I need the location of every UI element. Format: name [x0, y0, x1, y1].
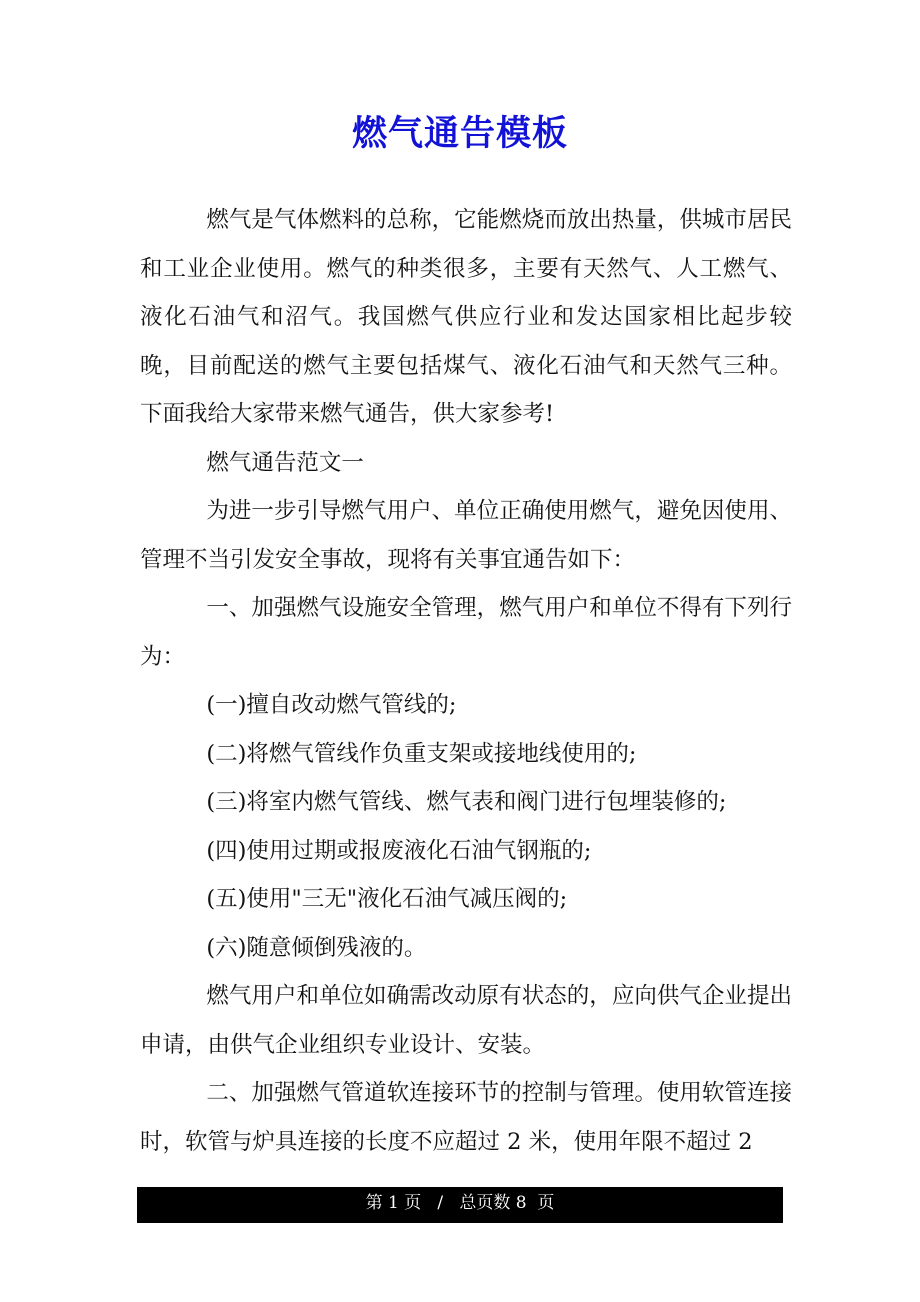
paragraph-note: 燃气用户和单位如确需改动原有状态的，应向供气企业提出申请，由供气企业组织专业设计、安装。	[140, 983, 792, 1058]
list-item: (六)随意倾倒残液的。	[206, 934, 427, 961]
paragraph-preamble: 为进一步引导燃气用户、单位正确使用燃气，避免因使用、管理不当引发安全事故，现将有关事宜通告如下：	[140, 498, 792, 573]
page-number-label: 第 1 页 / 总页数 8 页	[365, 1193, 555, 1213]
page-footer	[137, 1187, 783, 1223]
list-item: (五)使用"三无"液化石油气减压阀的;	[206, 886, 568, 912]
list-item: (四)使用过期或报废液化石油气钢瓶的;	[206, 837, 592, 864]
document-body	[140, 196, 792, 1166]
list-item: (三)将室内燃气管线、燃气表和阀门进行包埋装修的;	[206, 789, 727, 815]
list-item: (二)将燃气管线作负重支架或接地线使用的;	[206, 740, 637, 767]
paragraph-section-2: 二、加强燃气管道软连接环节的控制与管理。使用软管连接时，软管与炉具连接的长度不应超过 2 米，使用年限不超过 2	[140, 1080, 792, 1155]
paragraph-intro: 燃气是气体燃料的总称，它能燃烧而放出热量，供城市居民和工业企业使用。燃气的种类很多，主要有天然气、人工燃气、液化石油气和沼气。我国燃气供应行业和发达国家相比起步较晚，目前配送的燃气主要包括煤气、液化石油气和天然气三种。下面我给大家带来燃气通告，供大家参考!	[140, 207, 792, 427]
paragraph-section-1: 一、加强燃气设施安全管理，燃气用户和单位不得有下列行为：	[140, 595, 792, 670]
document-title: 燃气通告模板	[351, 114, 568, 154]
paragraph-subtitle: 燃气通告范文一	[206, 449, 364, 476]
list-item: (一)擅自改动燃气管线的;	[206, 692, 457, 718]
